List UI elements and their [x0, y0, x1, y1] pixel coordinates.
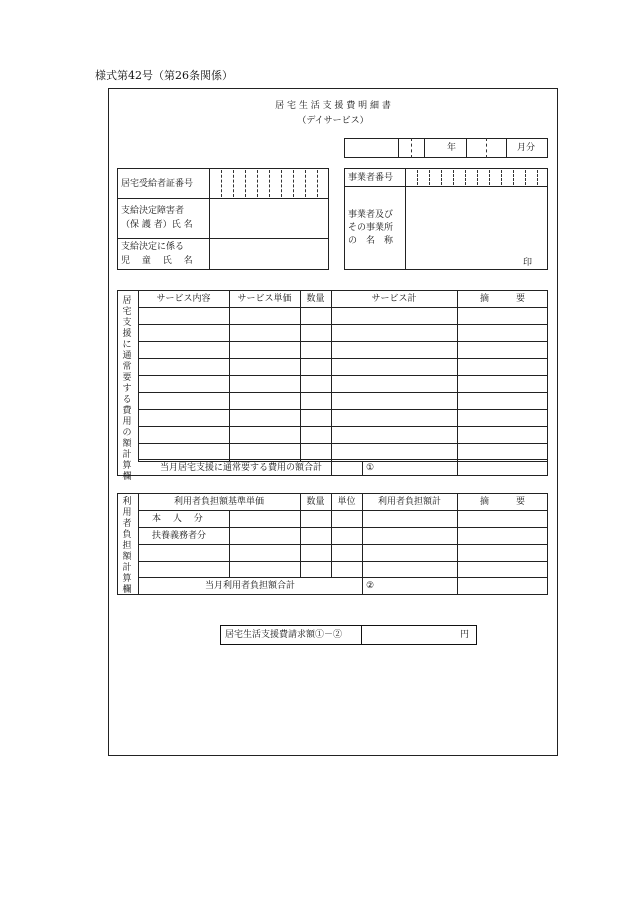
burden-rows-area[interactable]: [230, 511, 547, 577]
burden-total-input[interactable]: [363, 578, 456, 594]
bur-col-remarks: 摘 要: [479, 497, 525, 507]
provider-name-label-1: 事業者及び: [348, 210, 394, 220]
month-label: 月分: [517, 143, 536, 153]
burden-total-marker: ②: [366, 581, 375, 591]
decided-person-label-1: 支給決定障害者: [121, 206, 185, 216]
bur-col-base-price: 利用者負担額基準単価: [173, 497, 264, 507]
seal-mark: 印: [523, 258, 533, 268]
claim-amount-input[interactable]: [363, 627, 475, 643]
provider-no-label: 事業者番号: [348, 173, 394, 183]
child-name-input[interactable]: [210, 239, 328, 269]
claim-unit: 円: [460, 630, 470, 640]
recipient-cert-label: 居宅受給者証番号: [121, 179, 194, 189]
bur-col-total: 利用者負担額計: [377, 497, 441, 507]
month-input[interactable]: [467, 139, 505, 157]
child-label-1: 支給決定に係る: [121, 242, 185, 252]
bur-col-qty: 数量: [306, 497, 325, 507]
burden-side-label: 利 用 者 負 担 額 計 算 欄: [122, 497, 132, 595]
service-total-marker: ①: [366, 463, 375, 473]
recipient-cert-input[interactable]: [210, 169, 328, 197]
year-label: 年: [447, 143, 457, 153]
provider-no-input[interactable]: [406, 169, 547, 185]
service-total-input[interactable]: [363, 462, 456, 475]
bur-row-dependents: 扶養義務者分: [152, 531, 207, 541]
form-subtitle: （デイサービス）: [297, 116, 369, 126]
form-title: 居 宅 生 活 支 援 費 明 細 書: [275, 101, 391, 111]
decided-person-label-2: （保 護 者）氏 名: [121, 220, 193, 230]
burden-total-label: 当月利用者負担額合計: [204, 581, 295, 591]
service-total-label: 当月居宅支援に通常要する費用の額合計: [160, 463, 323, 473]
bur-row-self: 本 人 分: [152, 514, 203, 524]
year-input[interactable]: [399, 139, 423, 157]
svc-col-qty: 数量: [306, 294, 325, 304]
bur-col-unit: 単位: [337, 497, 356, 507]
svc-col-content: サービス内容: [156, 294, 211, 304]
service-side-label: 居 宅 支 援 に 通 常 要 す る 費 用 の 額 計 算 欄: [122, 296, 132, 482]
svc-col-total: サービス計: [371, 294, 417, 304]
svc-col-unit-price: サービス単価: [237, 294, 292, 304]
provider-name-label-3: の 名 称: [348, 236, 394, 246]
claim-label: 居宅生活支援費請求額①－②: [225, 630, 343, 640]
svc-col-remarks: 摘 要: [479, 294, 525, 304]
child-label-2: 児 童 氏 名: [121, 256, 193, 266]
decided-person-input[interactable]: [210, 199, 328, 237]
provider-name-input[interactable]: [406, 187, 547, 269]
provider-name-label-2: その事業所: [348, 223, 394, 233]
service-rows-area[interactable]: [139, 308, 547, 459]
form-number: 様式第42号（第26条関係）: [95, 69, 233, 82]
